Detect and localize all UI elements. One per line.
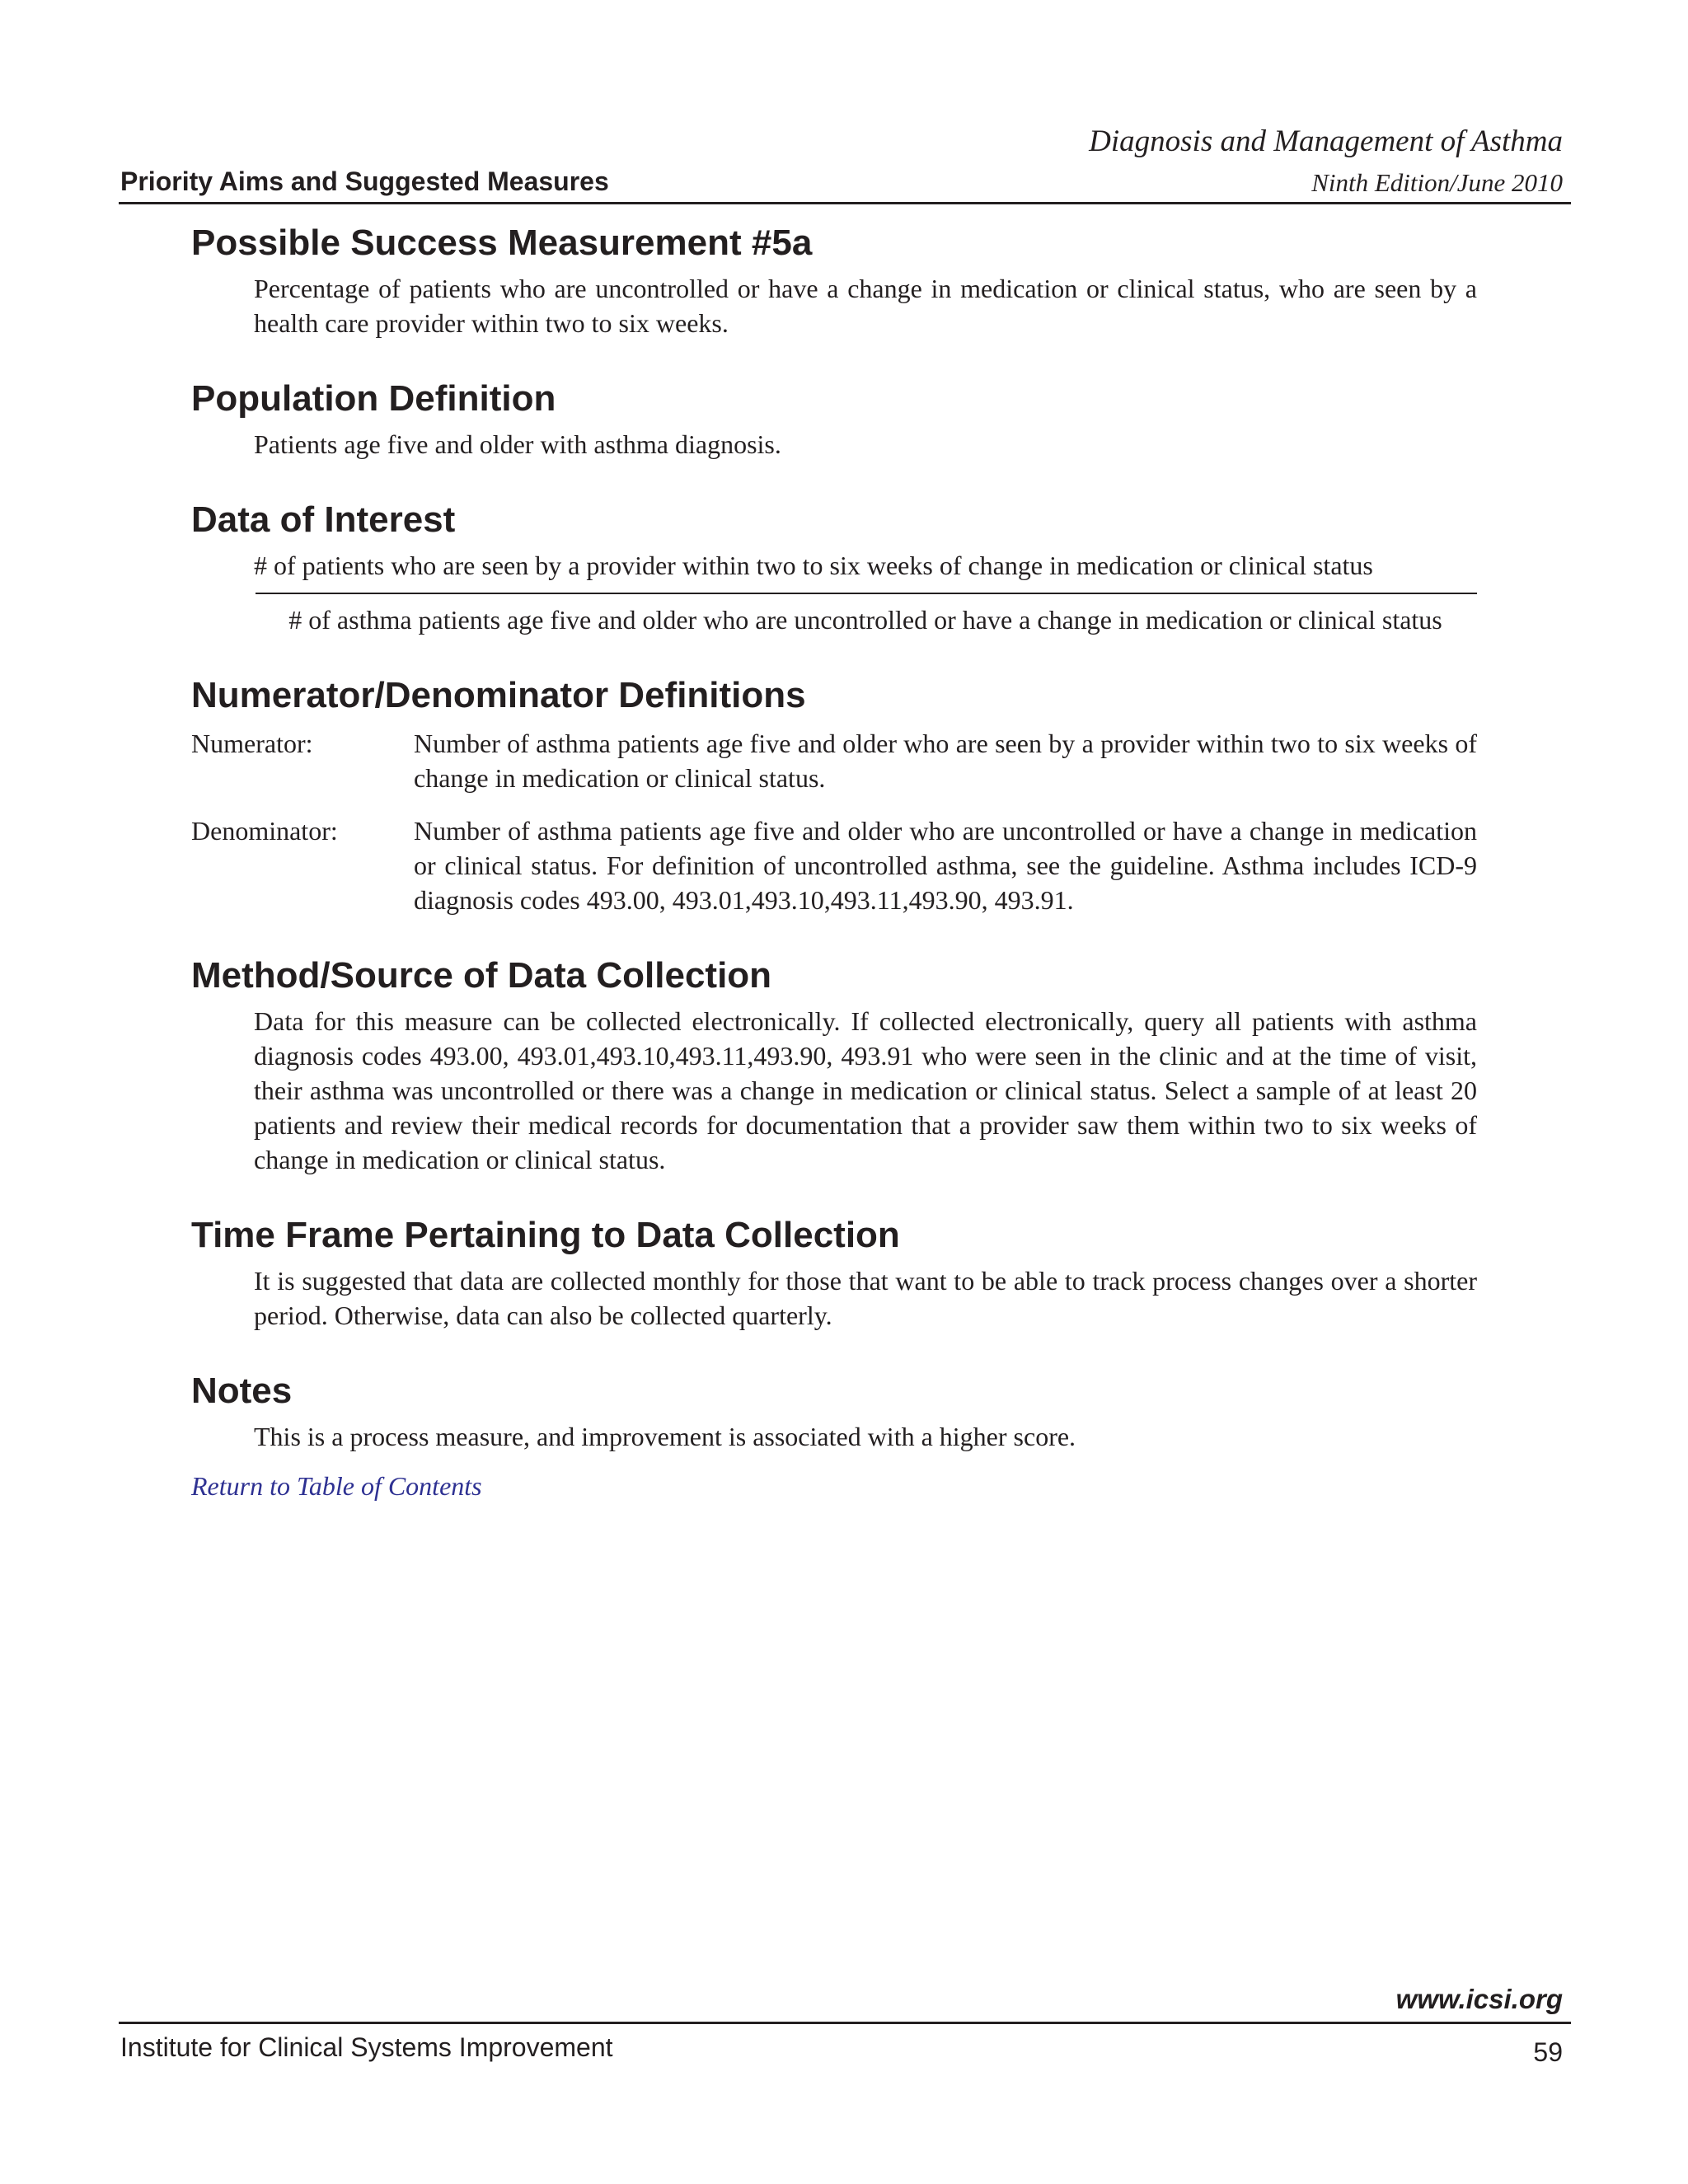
- section-title: Priority Aims and Suggested Measures: [120, 166, 609, 196]
- measure-heading: Possible Success Measurement #5a: [191, 223, 813, 263]
- population-heading: Population Definition: [191, 378, 556, 419]
- time-frame-heading: Time Frame Pertaining to Data Collection: [191, 1215, 900, 1255]
- website-url: www.icsi.org: [1395, 1984, 1563, 2014]
- fraction-numerator: # of patients who are seen by a provider within two to six weeks of change in medication or clinical status: [254, 551, 1373, 580]
- data-interest-section: [191, 496, 1477, 637]
- page-content: [191, 219, 1477, 1503]
- return-to-toc-link[interactable]: Return to Table of Contents: [191, 1471, 482, 1501]
- institute-name: Institute for Clinical Systems Improvement: [120, 2032, 613, 2062]
- measure-text: Percentage of patients who are uncontrolled or have a change in medication or clinical status, who are seen by a health care provider within two to six weeks.: [254, 274, 1477, 338]
- header-divider: [119, 202, 1571, 204]
- denominator-text: Number of asthma patients age five and older who are uncontrolled or have a change in medication or clinical status. For definition of uncontrolled asthma, see the guideline. Asthma includes ICD-9 diagnosis codes 493.00, 493.01,493.10,493.11,493.90, 493.91.: [414, 816, 1477, 915]
- population-text: Patients age five and older with asthma diagnosis.: [254, 429, 781, 459]
- page-number: 59: [1533, 2037, 1563, 2067]
- method-text: Data for this measure can be collected electronically. If collected electronically, query all patients with asthma diagnosis codes 493.00, 493.01,493.10,493.11,493.90, 493.91 who were seen in the clinic and at the time of visit, their asthma was uncontrolled or there was a change in medication or clinical status. Select a sample of at least 20 patients and review their medical records for documentation that a provider saw them within two to six weeks of change in medication or clinical status.: [254, 1006, 1477, 1174]
- method-heading: Method/Source of Data Collection: [191, 955, 772, 996]
- numerator-label: Numerator:: [191, 729, 313, 758]
- fraction-bar: [256, 593, 1477, 594]
- data-interest-heading: Data of Interest: [191, 499, 456, 540]
- time-frame-section: [191, 1212, 1477, 1333]
- time-frame-text: It is suggested that data are collected monthly for those that want to be able to track process changes over a shorter period. Otherwise, data can also be collected quarterly.: [254, 1266, 1477, 1330]
- notes-section: [191, 1367, 1477, 1454]
- document-title: Diagnosis and Management of Asthma: [1089, 124, 1563, 158]
- denominator-definition: [191, 813, 1477, 917]
- measure-section: [191, 219, 1477, 340]
- numerator-definition: [191, 726, 1477, 795]
- numerator-text: Number of asthma patients age five and older who are seen by a provider within two to six weeks of change in medication or clinical status.: [414, 729, 1477, 793]
- notes-heading: Notes: [191, 1371, 293, 1411]
- definitions-section: [191, 672, 1477, 917]
- notes-text: This is a process measure, and improvement is associated with a higher score.: [254, 1422, 1076, 1451]
- edition-label: Ninth Edition/June 2010: [1311, 168, 1563, 197]
- fraction-denominator: # of asthma patients age five and older who are uncontrolled or have a change in medication or clinical status: [288, 605, 1442, 635]
- denominator-label: Denominator:: [191, 816, 338, 846]
- population-section: [191, 375, 1477, 462]
- method-section: [191, 952, 1477, 1177]
- definitions-heading: Numerator/Denominator Definitions: [191, 675, 806, 715]
- footer-divider: [119, 2022, 1571, 2024]
